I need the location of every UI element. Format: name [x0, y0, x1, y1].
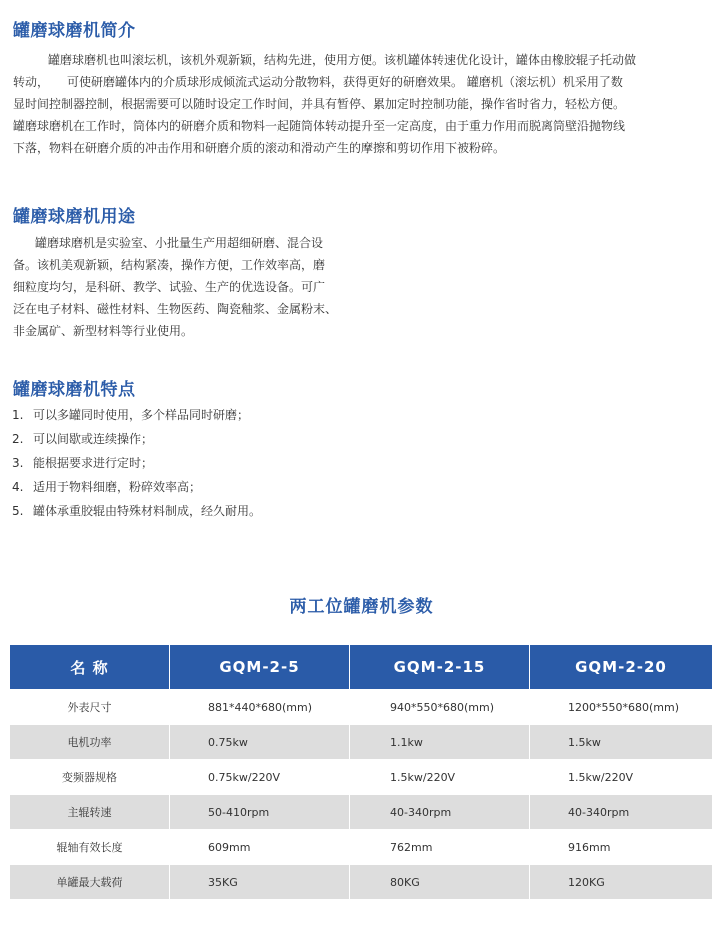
table-row — [10, 759, 712, 794]
usage-heading: 罐磨球磨机用途 — [13, 207, 136, 227]
header-gqm-2-20: GQM-2-20 — [530, 645, 712, 689]
intro-heading: 罐磨球磨机简介 — [13, 21, 136, 41]
list-item: 5. 罐体承重胶辊由特殊材料制成，经久耐用。 — [12, 504, 262, 518]
cell-value: 1.5kw/220V — [530, 759, 712, 794]
row-label: 变频器规格 — [10, 759, 170, 794]
cell-value: 0.75kw/220V — [170, 759, 350, 794]
intro-line: 下落，物料在研磨介质的冲击作用和研磨介质的滚动和滑动产生的摩擦和剪切作用下被粉碎。 — [13, 141, 506, 155]
intro-line: 显时间控制器控制，根据需要可以随时设定工作时间，并具有暂停、累加定时控制功能，操作省时省力，轻松方便。 — [13, 97, 626, 111]
row-label: 外表尺寸 — [10, 689, 170, 724]
cell-value: 916mm — [530, 829, 712, 864]
row-label: 单罐最大载荷 — [10, 864, 170, 899]
cell-value: 1.5kw/220V — [350, 759, 530, 794]
params-table — [10, 645, 712, 899]
row-label: 主辊转速 — [10, 794, 170, 829]
list-item: 4. 适用于物料细磨，粉碎效率高； — [12, 480, 202, 494]
usage-line: 罐磨球磨机是实验室、小批量生产用超细研磨、混合设 — [35, 236, 324, 250]
list-item: 3. 能根据要求进行定时； — [12, 456, 154, 470]
table-header-row — [10, 645, 712, 689]
usage-line: 细粒度均匀，是科研、教学、试验、生产的优选设备。可广 — [13, 280, 326, 294]
header-gqm-2-5: GQM-2-5 — [170, 645, 350, 689]
table-row — [10, 794, 712, 829]
intro-paragraph — [13, 49, 713, 159]
cell-value: 1.1kw — [350, 724, 530, 759]
cell-value: 35KG — [170, 864, 350, 899]
table-row — [10, 689, 712, 724]
usage-paragraph — [13, 232, 393, 342]
cell-value: 80KG — [350, 864, 530, 899]
list-item: 1. 可以多罐同时使用，多个样品同时研磨； — [12, 408, 250, 422]
usage-line: 备。该机美观新颖，结构紧凑，操作方便，工作效率高，磨 — [13, 258, 326, 272]
cell-value: 609mm — [170, 829, 350, 864]
row-label: 电机功率 — [10, 724, 170, 759]
cell-value: 40-340rpm — [350, 794, 530, 829]
list-item: 2. 可以间歇或连续操作； — [12, 432, 154, 446]
intro-line: 罐磨球磨机也叫滚坛机，该机外观新颖，结构先进，使用方便。该机罐体转速优化设计，罐体由橡胶辊子托动做 — [48, 53, 637, 67]
cell-value: 0.75kw — [170, 724, 350, 759]
row-label: 辊轴有效长度 — [10, 829, 170, 864]
cell-value: 762mm — [350, 829, 530, 864]
cell-value: 40-340rpm — [530, 794, 712, 829]
usage-line: 泛在电子材料、磁性材料、生物医药、陶瓷釉浆、金属粉末、 — [13, 302, 338, 316]
header-name: 名 称 — [10, 645, 170, 689]
cell-value: 120KG — [530, 864, 712, 899]
table-row — [10, 724, 712, 759]
cell-value: 1.5kw — [530, 724, 712, 759]
table-title: 两工位罐磨机参数 — [289, 597, 434, 617]
header-gqm-2-15: GQM-2-15 — [350, 645, 530, 689]
table-row — [10, 829, 712, 864]
features-heading: 罐磨球磨机特点 — [13, 380, 136, 400]
intro-line: 转动， 可使研磨罐体内的介质球形成倾流式运动分散物料，获得更好的研磨效果。 罐磨机（滚坛机）机采用了数 — [13, 75, 623, 89]
cell-value: 1200*550*680(mm) — [530, 689, 712, 724]
table-row — [10, 864, 712, 899]
usage-line: 非金属矿、新型材料等行业使用。 — [13, 324, 194, 338]
features-list — [12, 403, 261, 523]
intro-line: 罐磨球磨机在工作时，筒体内的研磨介质和物料一起随筒体转动提升至一定高度，由于重力作用而脱离筒壁沿抛物线 — [13, 119, 626, 133]
cell-value: 940*550*680(mm) — [350, 689, 530, 724]
cell-value: 881*440*680(mm) — [170, 689, 350, 724]
cell-value: 50-410rpm — [170, 794, 350, 829]
